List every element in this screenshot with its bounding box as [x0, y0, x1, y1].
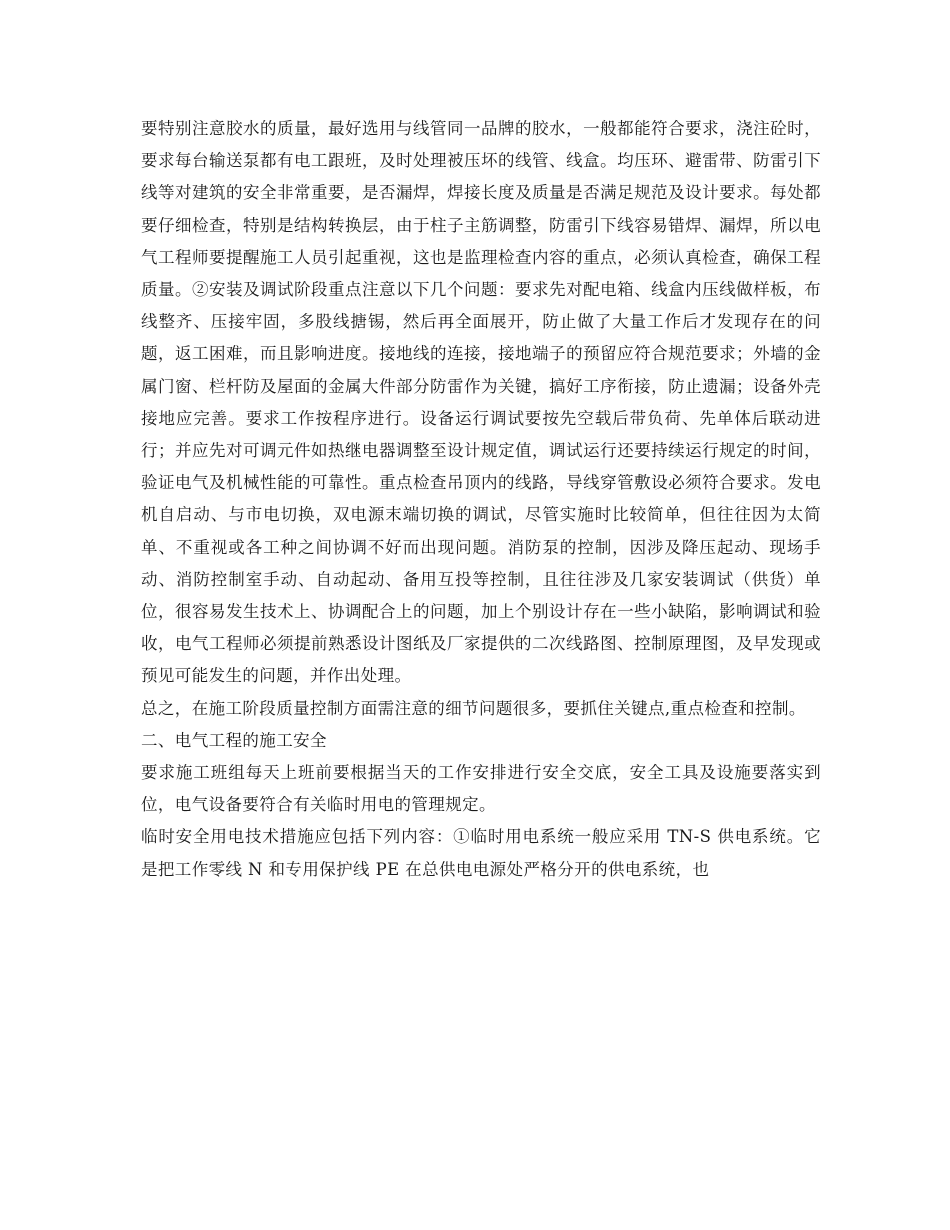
paragraph-quality-inspection: 要特别注意胶水的质量，最好选用与线管同一品牌的胶水，一般都能符合要求，浇注砼时，要求每台输送泵都有电工跟班，及时处理被压坏的线管、线盒。均压环、避雷带、防雷引下线等对建筑的安全非常重要，是否漏焊，焊接长度及质量是否满足规范及设计要求。每处都要仔细检查，特别是结构转换层，由于柱子主筋调整，防雷引下线容易错焊、漏焊，所以电气工程师要提醒施工人员引起重视，这也是监理检查内容的重点，必须认真检查，确保工程质量。②安装及调试阶段重点注意以下几个问题：要求先对配电箱、线盒内压线做样板，布线整齐、压接牢固，多股线搪锡，然后再全面展开，防止做了大量工作后才发现存在的问题，返工困难，而且影响进度。接地线的连接，接地端子的预留应符合规范要求；外墙的金属门窗、栏杆防及屋面的金属大件部分防雷作为关键，搞好工序衔接，防止遗漏；设备外壳接地应完善。要求工作按程序进行。设备运行调试要按先空载后带负荷、先单体后联动进行；并应先对可调元件如热继电器调整至设计规定值，调试运行还要持续运行规定的时间，验证电气及机械性能的可靠性。重点检查吊顶内的线路，导线穿管敷设必须符合要求。发电机自启动、与市电切换，双电源末端切换的调试，尽管实施时比较简单，但往往因为太简单、不重视或各工种之间协调不好而出现问题。消防泵的控制，因涉及降压起动、现场手动、消防控制室手动、自动起动、备用互投等控制，且往往涉及几家安装调试（供货）单位，很容易发生技术上、协调配合上的问题，加上个别设计存在一些小缺陷，影响调试和验收，电气工程师必须提前熟悉设计图纸及厂家提供的二次线路图、控制原理图，及早发现或预见可能发生的问题，并作出处理。	[141, 119, 821, 686]
section-heading-construction-safety: 二、电气工程的施工安全	[141, 730, 327, 750]
paragraph-summary: 总之，在施工阶段质量控制方面需注意的细节问题很多，要抓住关键点,重点检查和控制。	[141, 698, 806, 718]
paragraph-temporary-power-measures: 临时安全用电技术措施应包括下列内容：①临时用电系统一般应采用 TN-S 供电系统。它是把工作零线 N 和专用保护线 PE 在总供电电源处严格分开的供电系统，也	[141, 827, 821, 879]
paragraph-safety-briefing: 要求施工班组每天上班前要根据当天的工作安排进行安全交底，安全工具及设施要落实到位，电气设备要符合有关临时用电的管理规定。	[141, 763, 821, 815]
document-page	[141, 113, 821, 886]
